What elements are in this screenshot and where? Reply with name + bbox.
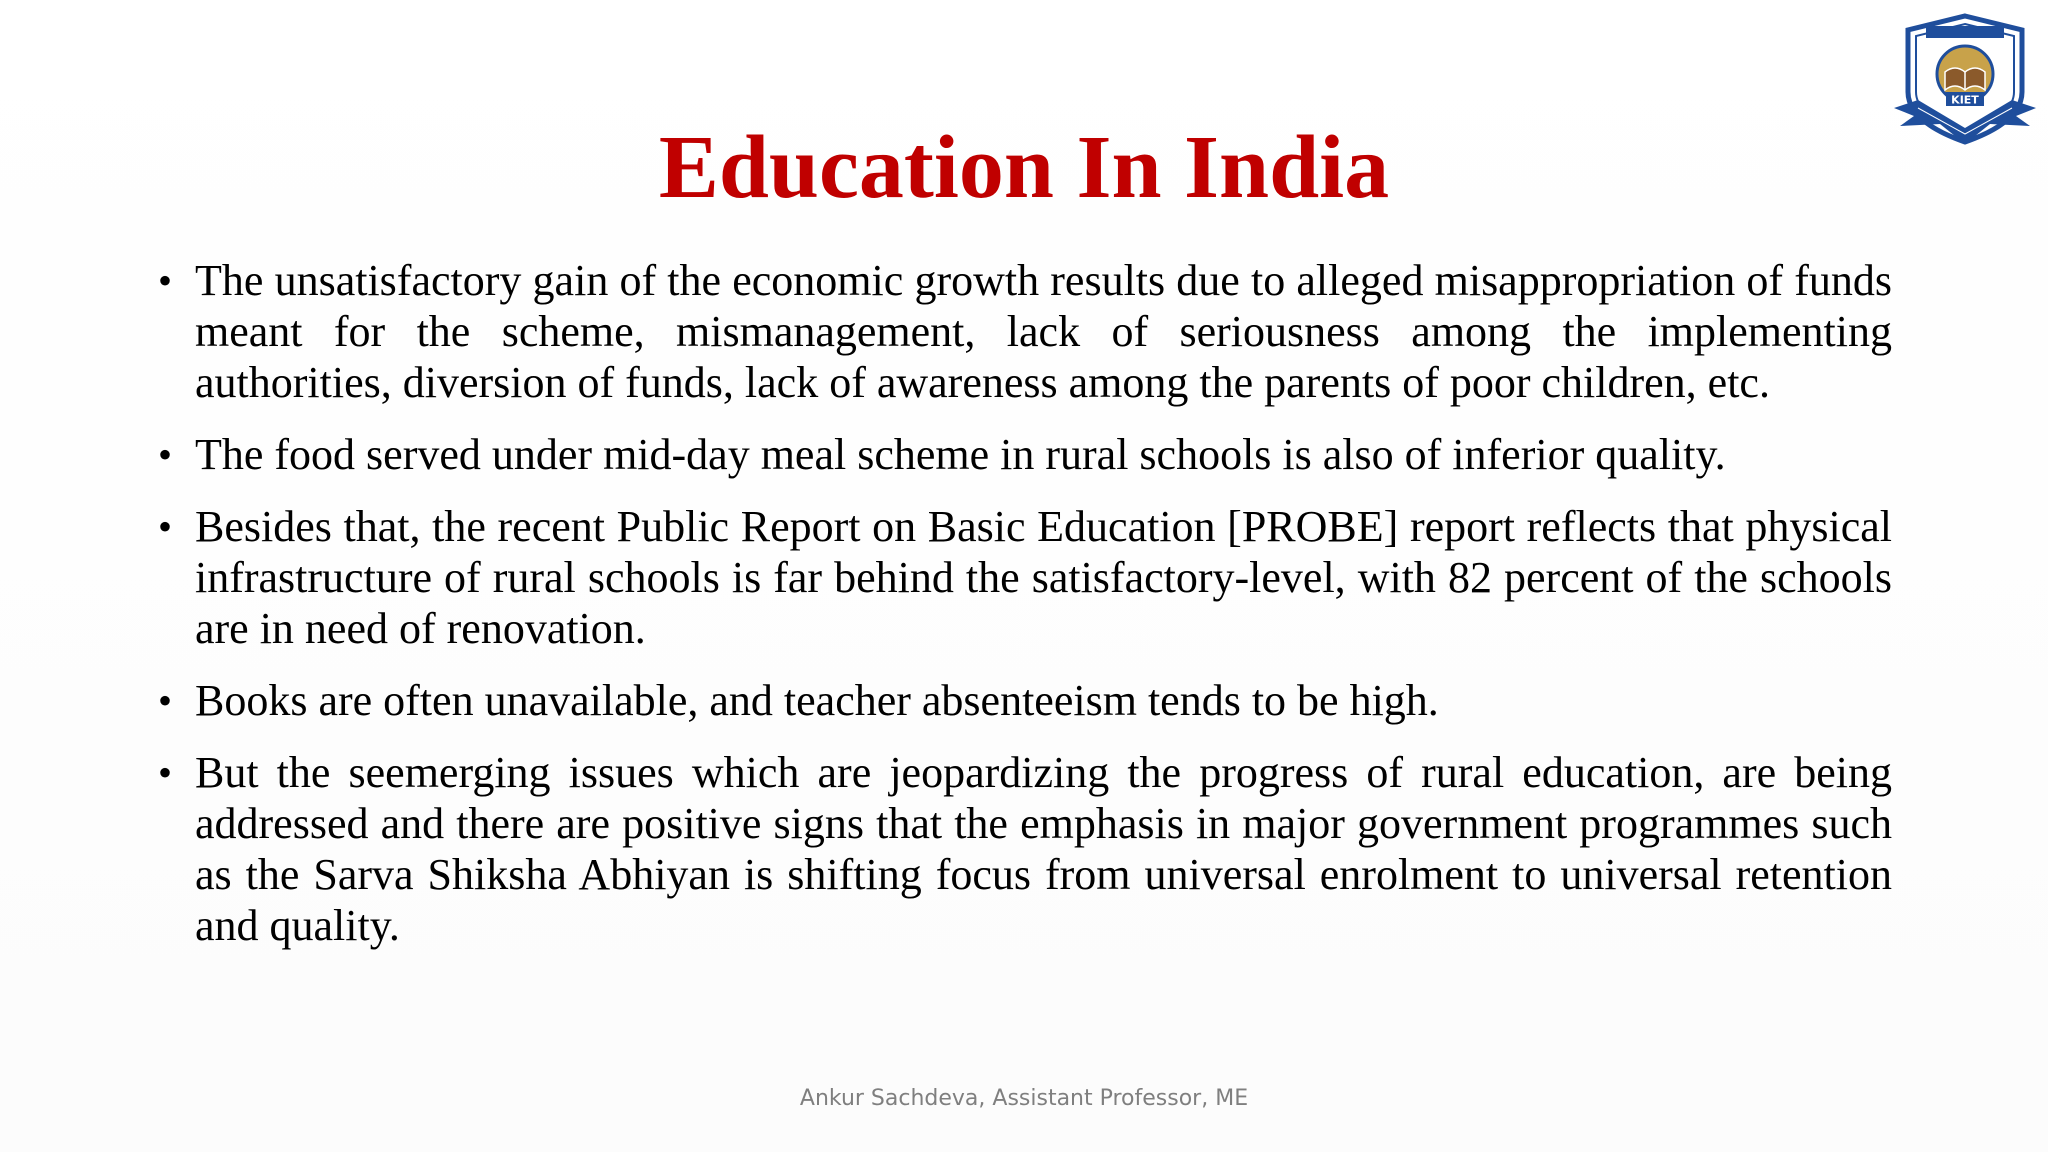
bullet-text: The unsatisfactory gain of the economic growth results due to alleged misappropriation of funds meant for the scheme, mismanagement, lack of seriousness among the implementing authorities, diversion of funds, lack of awareness among the parents of poor children, etc. bbox=[195, 256, 1892, 407]
logo-text: KIET bbox=[1951, 93, 1979, 107]
bullet-icon: • bbox=[158, 258, 173, 303]
list-item bbox=[150, 747, 1892, 951]
list-item bbox=[150, 675, 1892, 726]
bullet-text: But the seemerging issues which are jeopardizing the progress of rural education, are being addressed and there are positive signs that the emphasis in major government programmes such as the Sarva Shiksha Abhiyan is shifting focus from universal enrolment to universal retention and quality. bbox=[195, 748, 1892, 950]
bullet-icon: • bbox=[158, 678, 173, 723]
footer-text: Ankur Sachdeva, Assistant Professor, ME bbox=[799, 1086, 1249, 1111]
bullet-icon: • bbox=[158, 504, 173, 549]
list-item bbox=[150, 255, 1892, 408]
list-item bbox=[150, 501, 1892, 654]
bullet-list bbox=[150, 255, 1892, 972]
bullet-icon: • bbox=[158, 750, 173, 795]
bullet-text: The food served under mid-day meal scheme in rural schools is also of inferior quality. bbox=[195, 430, 1726, 479]
page-title: Education In India bbox=[658, 118, 1390, 217]
bullet-text: Besides that, the recent Public Report on Basic Education [PROBE] report reflects that physical infrastructure of rural schools is far behind the satisfactory-level, with 82 percent of the schools are in need of renovation. bbox=[195, 502, 1892, 653]
bullet-icon: • bbox=[158, 432, 173, 477]
bullet-text: Books are often unavailable, and teacher absenteeism tends to be high. bbox=[195, 676, 1439, 725]
list-item bbox=[150, 429, 1892, 480]
